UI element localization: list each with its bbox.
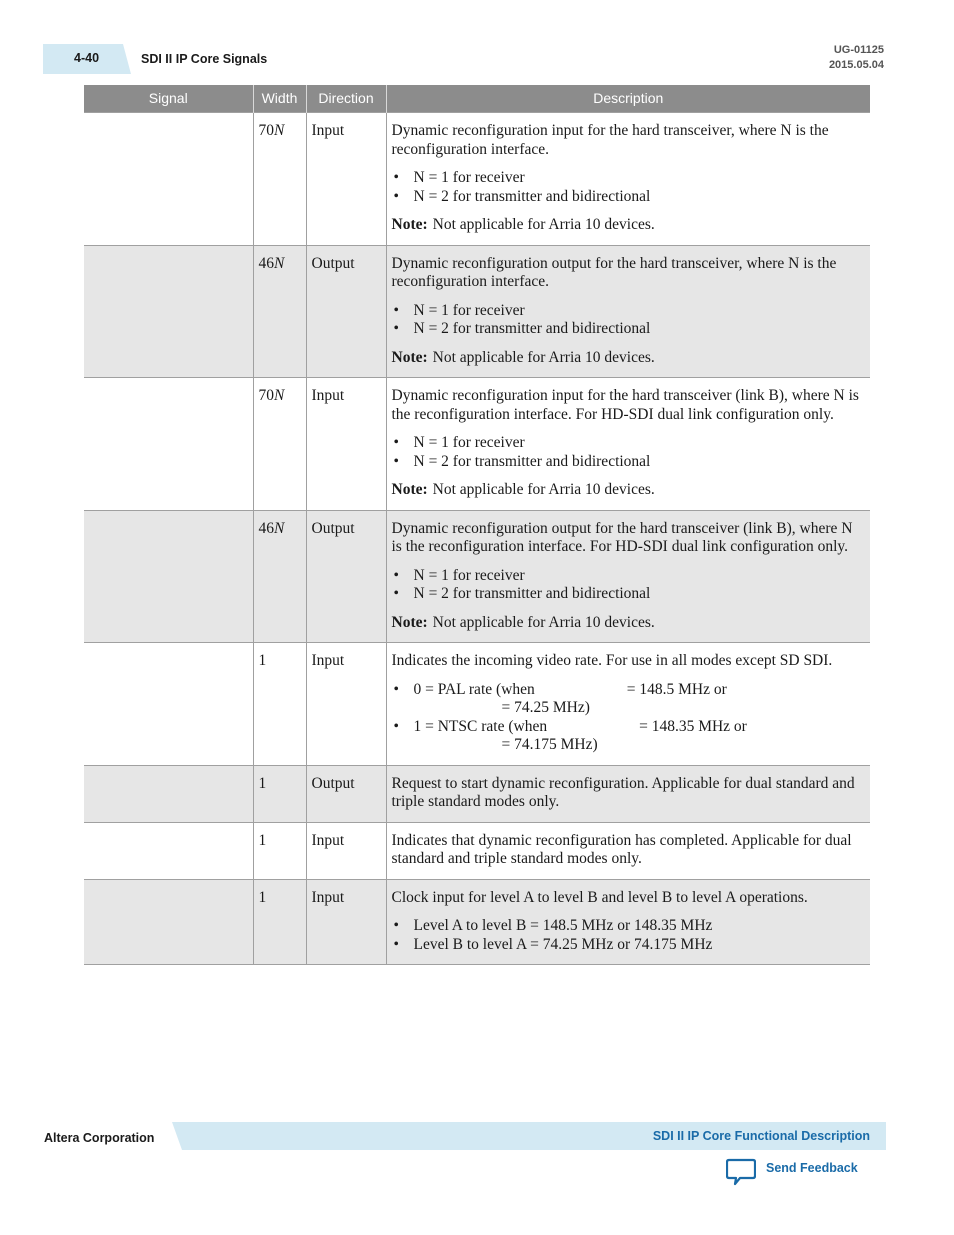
direction-cell: Input xyxy=(306,879,386,965)
signal-cell xyxy=(84,822,253,879)
table-row xyxy=(84,113,870,246)
description-cell xyxy=(386,378,870,511)
list-item: • Level B to level A = 74.25 MHz or 74.175 MHz xyxy=(414,936,866,955)
width-cell: 1 xyxy=(253,879,306,965)
document-id: UG-01125 xyxy=(833,44,884,56)
note-label: Note: xyxy=(391,348,428,366)
description-text: Indicates the incoming video rate. For use in all modes except SD SDI. xyxy=(391,652,833,669)
note-text: Not applicable for Arria 10 devices. xyxy=(432,481,655,498)
document-id-block xyxy=(829,43,884,73)
width-cell: 70N xyxy=(253,378,306,511)
list-item: • 0 = PAL rate (when = 148.5 MHz or = 74.25 MHz) xyxy=(414,681,866,718)
note-label: Note: xyxy=(391,481,428,498)
signal-cell xyxy=(84,643,253,766)
send-feedback-button[interactable] xyxy=(726,1158,858,1188)
column-header-direction: Direction xyxy=(306,85,386,113)
note xyxy=(392,216,866,235)
description-text: Dynamic reconfiguration output for the hard transceiver (link B), where N is the reconfiguration interface. For HD-SDI dual link configuration only. xyxy=(391,519,853,555)
signals-table xyxy=(84,85,870,965)
note-text: Not applicable for Arria 10 devices. xyxy=(432,348,655,366)
list-item: • N = 2 for transmitter and bidirectional xyxy=(414,188,866,207)
direction-cell: Input xyxy=(306,378,386,511)
description-cell xyxy=(386,879,870,965)
width-cell: 1 xyxy=(253,822,306,879)
column-header-description: Description xyxy=(386,85,870,113)
section-title: SDI II IP Core Signals xyxy=(141,52,268,66)
description-cell xyxy=(386,113,870,246)
width-cell: 70N xyxy=(253,113,306,246)
direction-cell: Input xyxy=(306,113,386,246)
table-row xyxy=(84,510,870,643)
width-cell: 46N xyxy=(253,245,306,378)
table-row xyxy=(84,822,870,879)
table-row xyxy=(84,245,870,378)
note xyxy=(392,349,866,368)
note-label: Note: xyxy=(391,216,428,233)
list-item: • N = 1 for receiver xyxy=(414,302,866,321)
list-item: • N = 1 for receiver xyxy=(414,169,866,188)
table-row xyxy=(84,378,870,511)
signal-cell xyxy=(84,765,253,822)
bullet-list xyxy=(392,434,866,471)
description-text: Request to start dynamic reconfiguration. Applicable for dual standard and triple standard modes only. xyxy=(391,774,855,810)
direction-cell: Input xyxy=(306,822,386,879)
direction-cell: Output xyxy=(306,245,386,378)
bullet-list xyxy=(392,567,866,604)
bullet-list xyxy=(392,917,866,954)
description-text: Clock input for level A to level B and level B to level A operations. xyxy=(391,888,808,906)
list-item: • N = 2 for transmitter and bidirectional xyxy=(414,320,866,339)
note-text: Not applicable for Arria 10 devices. xyxy=(432,613,655,631)
description-cell xyxy=(386,510,870,643)
table-header-row xyxy=(84,85,870,113)
footer-company: Altera Corporation xyxy=(44,1131,155,1145)
list-item: • N = 2 for transmitter and bidirectional xyxy=(414,585,866,604)
page-number: 4-40 xyxy=(74,51,100,65)
list-item: • 1 = NTSC rate (when = 148.35 MHz or = 74.175 MHz) xyxy=(414,718,866,755)
list-item: • Level A to level B = 148.5 MHz or 148.35 MHz xyxy=(414,917,866,936)
signal-cell xyxy=(84,879,253,965)
bullet-list xyxy=(392,169,866,206)
bullet-list xyxy=(392,681,866,755)
send-feedback-label[interactable]: Send Feedback xyxy=(766,1161,858,1175)
signal-cell xyxy=(84,510,253,643)
signal-cell xyxy=(84,378,253,511)
note-label: Note: xyxy=(391,613,428,631)
table-row xyxy=(84,643,870,766)
bullet-list xyxy=(392,302,866,339)
width-cell: 1 xyxy=(253,765,306,822)
chapter-link[interactable]: SDI II IP Core Functional Description xyxy=(652,1129,870,1143)
description-cell xyxy=(386,765,870,822)
note-text: Not applicable for Arria 10 devices. xyxy=(432,216,655,233)
description-text: Dynamic reconfiguration input for the hard transceiver (link B), where N is the reconfiguration interface. For HD-SDI dual link configuration only. xyxy=(391,387,859,423)
list-item: • N = 2 for transmitter and bidirectional xyxy=(414,453,866,472)
signal-cell xyxy=(84,245,253,378)
column-header-width: Width xyxy=(253,85,306,113)
note xyxy=(392,481,866,500)
direction-cell: Output xyxy=(306,765,386,822)
width-cell: 46N xyxy=(253,510,306,643)
column-header-signal: Signal xyxy=(84,85,253,113)
direction-cell: Output xyxy=(306,510,386,643)
description-text: Dynamic reconfiguration output for the hard transceiver, where N is the reconfiguration interface. xyxy=(391,254,837,290)
document-date: 2015.05.04 xyxy=(828,59,884,71)
list-item: • N = 1 for receiver xyxy=(414,567,866,586)
note xyxy=(392,614,866,633)
description-cell xyxy=(386,822,870,879)
width-cell: 1 xyxy=(253,643,306,766)
description-cell xyxy=(386,643,870,766)
list-item: • N = 1 for receiver xyxy=(414,434,866,453)
table-row xyxy=(84,879,870,965)
description-cell xyxy=(386,245,870,378)
signal-cell xyxy=(84,113,253,246)
direction-cell: Input xyxy=(306,643,386,766)
description-text: Indicates that dynamic reconfiguration has completed. Applicable for dual standard and triple standard modes only. xyxy=(391,831,852,867)
speech-bubble-icon xyxy=(726,1158,756,1186)
description-text: Dynamic reconfiguration input for the hard transceiver, where N is the reconfiguration interface. xyxy=(391,122,829,158)
table-row xyxy=(84,765,870,822)
